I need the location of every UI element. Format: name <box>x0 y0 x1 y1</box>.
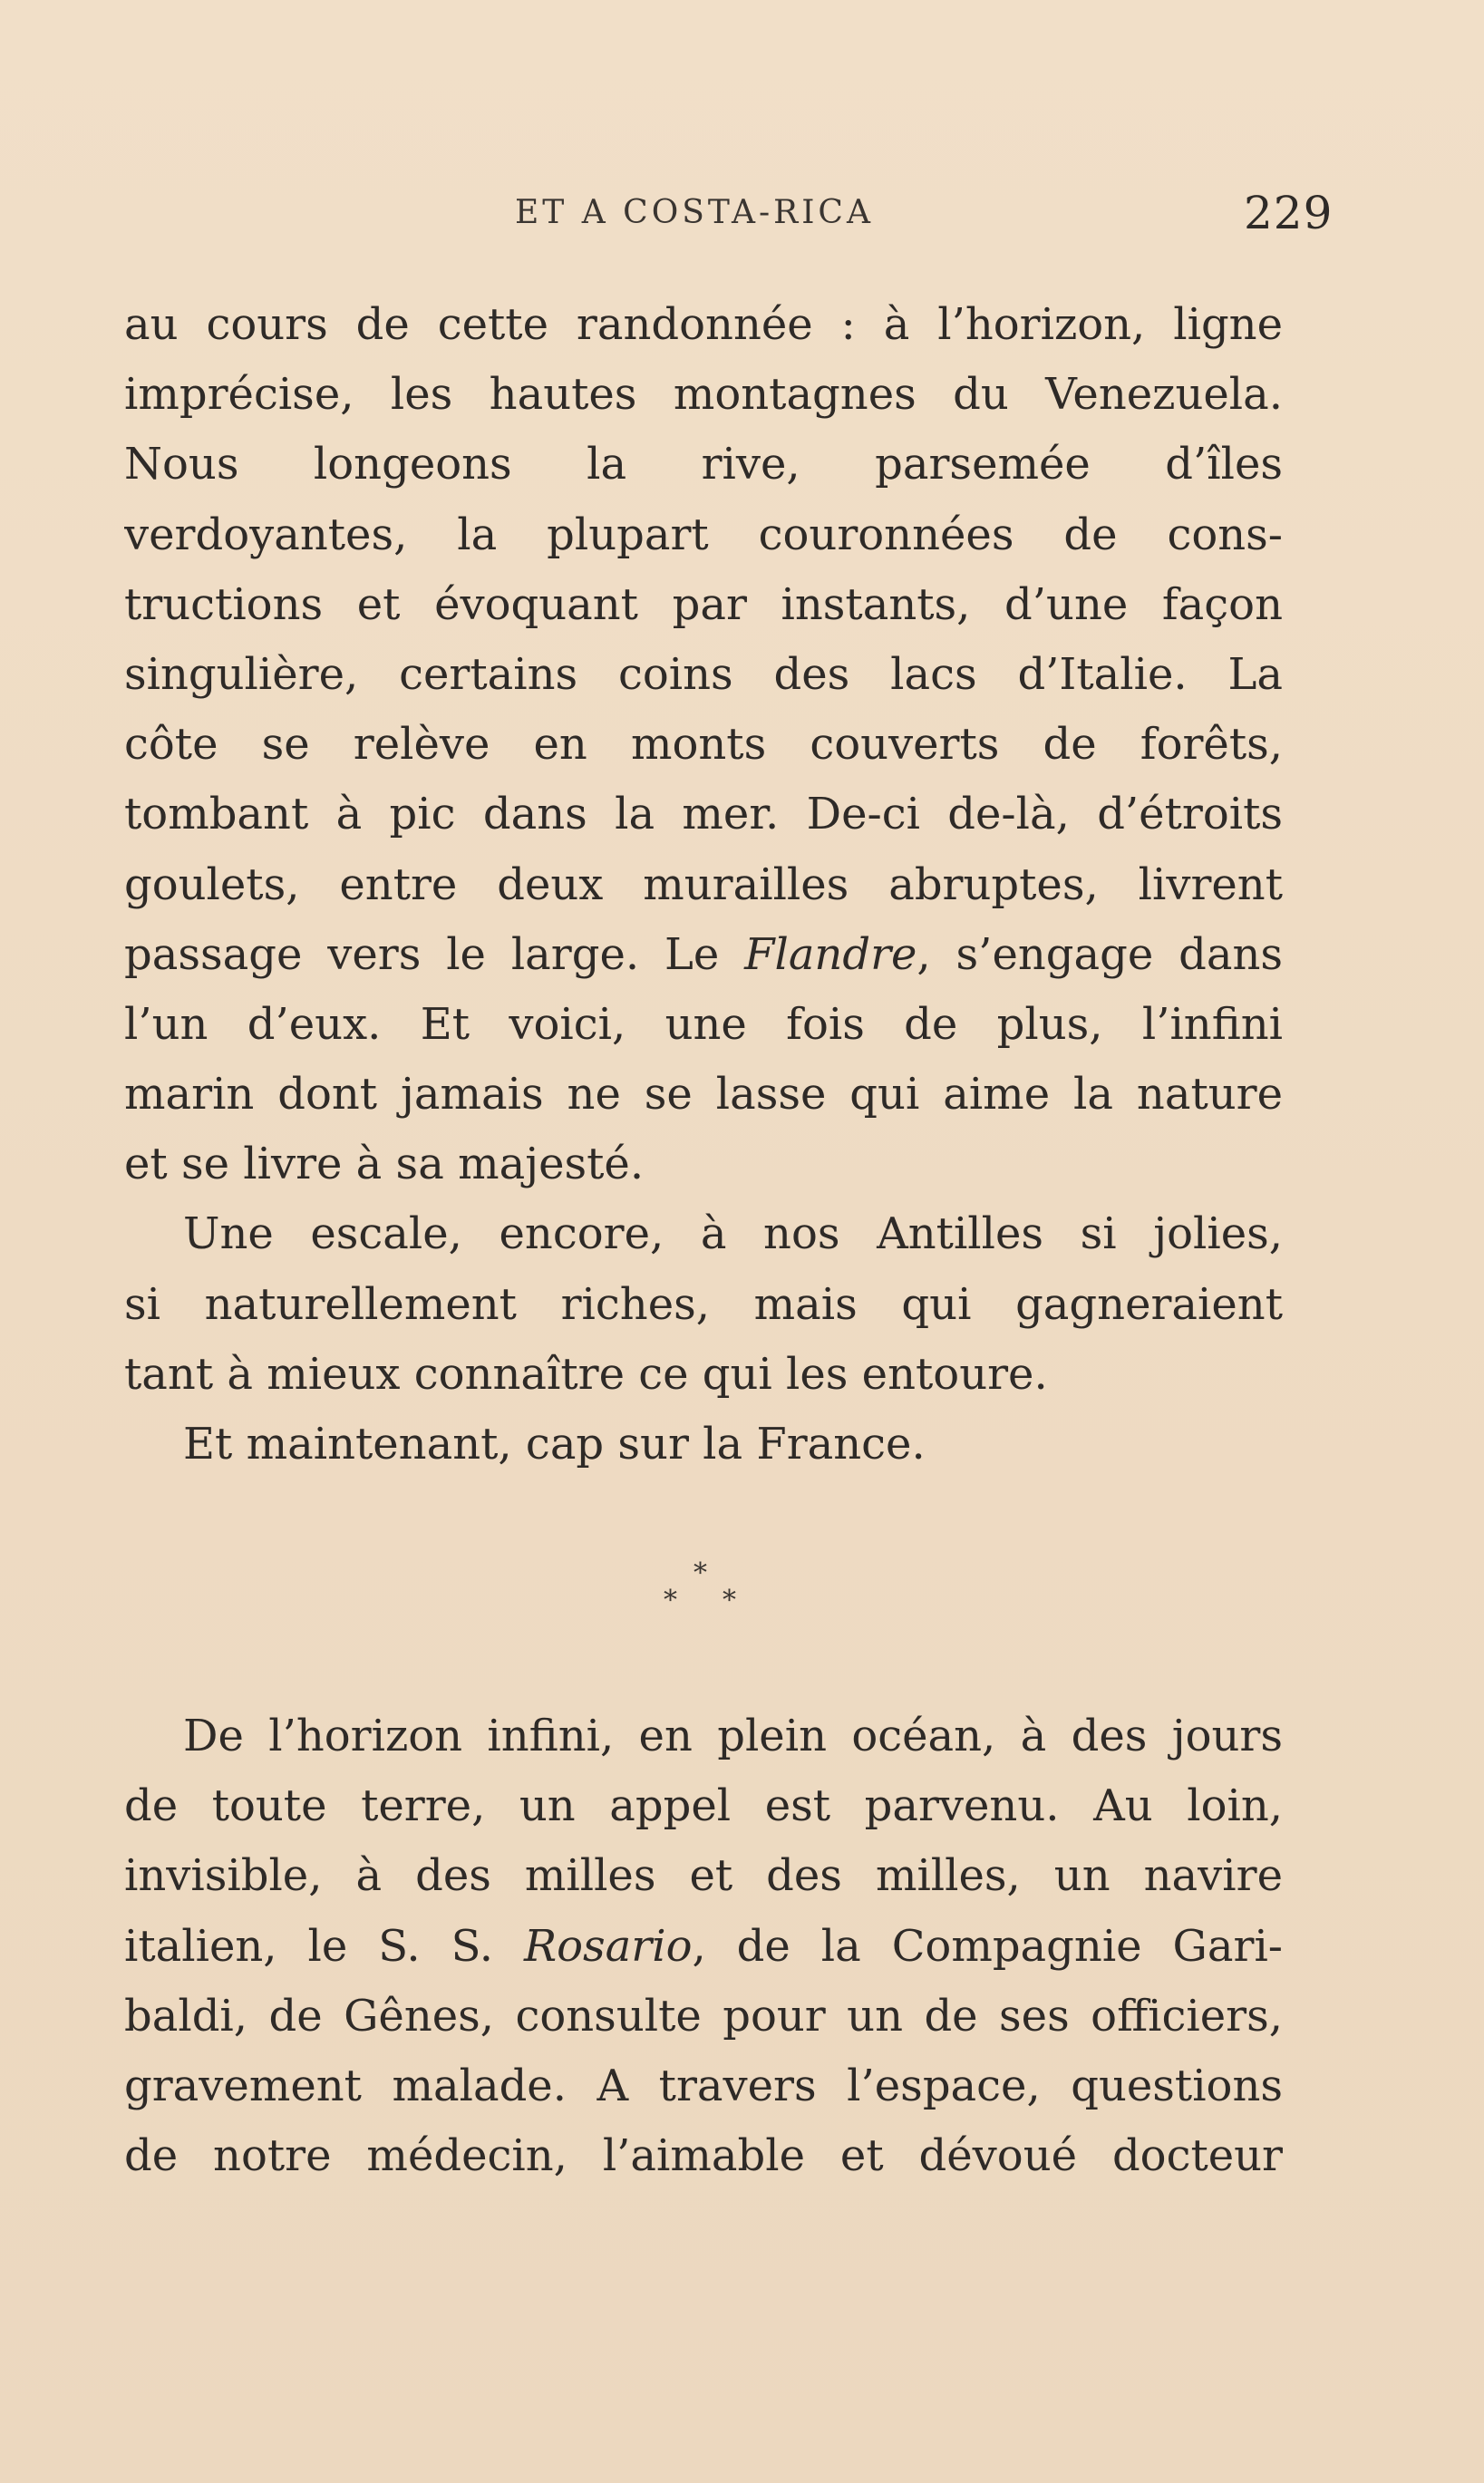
text-line: Et maintenant, cap sur la France. <box>183 1419 926 1469</box>
body-text-lower <box>124 1702 1283 2191</box>
page-number: 229 <box>1244 187 1334 239</box>
text-line: singulière, certains coins des lacs d’Italie. La <box>124 648 1283 700</box>
text-line: gravement malade. A travers l’espace, questions <box>124 2060 1283 2111</box>
text-line: tructions et évoquant par instants, d’une façon <box>124 578 1283 630</box>
text-line: et se livre à sa majesté. <box>124 1139 645 1190</box>
text-segment: passage vers le large. Le <box>124 928 745 980</box>
text-line: De l’horizon infini, en plein océan, à des jours <box>183 1711 1283 1761</box>
text-segment: , s’engage dans <box>917 928 1283 980</box>
text-line: imprécise, les hautes montagnes du Venezuela. <box>124 369 1283 421</box>
text-line: baldi, de Gênes, consulte pour un de ses officiers, <box>124 1990 1283 2042</box>
text-line: de toute terre, un appel est parvenu. Au loin, <box>124 1780 1283 1832</box>
text-line: tant à mieux connaître ce qui les entoure. <box>124 1348 1048 1400</box>
text-line <box>124 1912 1283 1982</box>
text-line: si naturellement riches, mais qui gagneraient <box>124 1278 1283 1330</box>
text-segment: , de la Compagnie Gari- <box>692 1920 1283 1972</box>
text-line: au cours de cette randonnée : à l’horizon, ligne <box>124 299 1283 350</box>
text-line: goulets, entre deux murailles abruptes, livrent <box>124 858 1283 910</box>
running-head <box>0 187 1484 247</box>
text-line: côte se relève en monts couverts de forêts, <box>124 719 1283 771</box>
text-line: Une escale, encore, à nos Antilles si jolies, <box>183 1208 1283 1260</box>
asterism-star: * <box>723 1585 736 1616</box>
text-line: tombant à pic dans la mer. De-ci de-là, d’étroits <box>124 789 1283 840</box>
text-line <box>124 920 1283 990</box>
ship-name: Flandre <box>744 928 917 980</box>
text-line: de notre médecin, l’aimable et dévoué docteur <box>124 2130 1283 2182</box>
body-text-upper <box>124 290 1283 1479</box>
running-title: ET A COSTA-RICA <box>515 194 874 231</box>
text-line: invisible, à des milles et des milles, un navire <box>124 1850 1283 1902</box>
text-line: Nous longeons la rive, parsemée d’îles <box>124 439 1283 490</box>
text-segment: italien, le S. S. <box>124 1920 524 1972</box>
ship-name: Rosario <box>523 1920 693 1972</box>
text-line: marin dont jamais ne se lasse qui aime la nature <box>124 1069 1283 1120</box>
asterism-divider <box>653 1557 743 1630</box>
text-line: l’un d’eux. Et voici, une fois de plus, l’infini <box>124 998 1283 1050</box>
text-line: verdoyantes, la plupart couronnées de cons- <box>124 509 1283 560</box>
asterism-star: * <box>664 1585 677 1616</box>
asterism-star: * <box>694 1557 707 1589</box>
